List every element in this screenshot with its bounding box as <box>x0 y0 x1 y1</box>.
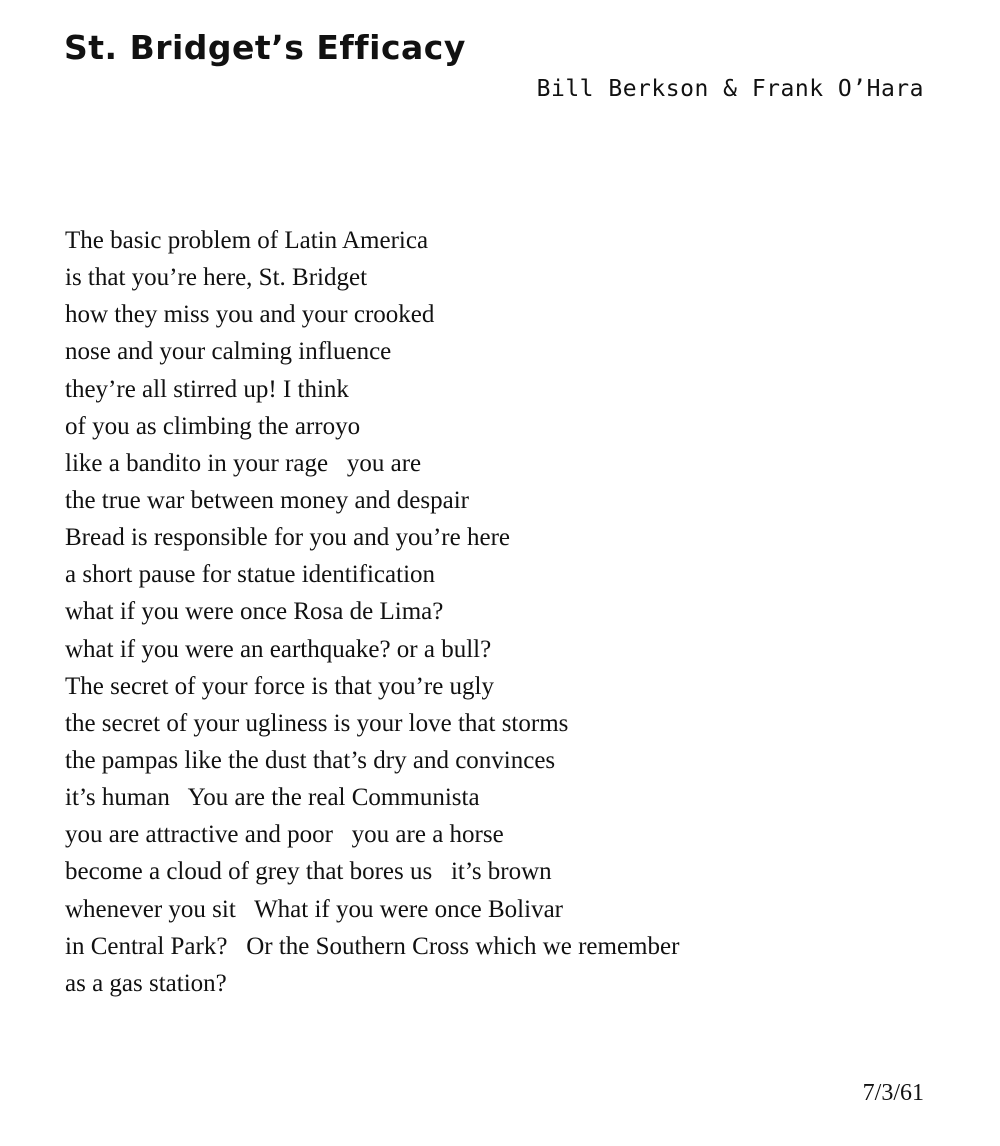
poem-line: it’s human You are the real Communista <box>65 784 480 812</box>
poem-line: a short pause for statue identification <box>65 561 436 589</box>
poem-line: you are attractive and poor you are a horse <box>65 821 504 849</box>
poem-line: the true war between money and despair <box>65 486 470 514</box>
poem-line: what if you were once Rosa de Lima? <box>65 598 444 626</box>
poem-authors: Bill Berkson & Frank O’Hara <box>536 76 924 102</box>
poem-date: 7/3/61 <box>862 1080 924 1106</box>
poem-line: how they miss you and your crooked <box>65 301 435 329</box>
poem-line: they’re all stirred up! I think <box>65 375 349 403</box>
poem-line: the pampas like the dust that’s dry and convinces <box>65 746 556 774</box>
poem-line: nose and your calming influence <box>65 338 392 366</box>
poem-line: Bread is responsible for you and you’re here <box>65 524 510 552</box>
poem-line: of you as climbing the arroyo <box>65 412 361 440</box>
poem-line: the secret of your ugliness is your love that storms <box>65 709 569 737</box>
poem-line: The basic problem of Latin America <box>65 227 429 254</box>
poem-line: whenever you sit What if you were once Bolivar <box>65 895 563 923</box>
poem-line: as a gas station? <box>65 969 227 997</box>
poem-title: St. Bridget’s Efficacy <box>64 28 466 67</box>
poem-body <box>65 222 679 1002</box>
poem-line: become a cloud of grey that bores us it’s brown <box>65 858 552 886</box>
poem-line: what if you were an earthquake? or a bull? <box>65 635 492 663</box>
poem-line: in Central Park? Or the Southern Cross which we remember <box>65 932 680 960</box>
poem-line: like a bandito in your rage you are <box>65 449 422 477</box>
poem-line: The secret of your force is that you’re ugly <box>65 672 495 700</box>
poem-line: is that you’re here, St. Bridget <box>65 264 368 292</box>
